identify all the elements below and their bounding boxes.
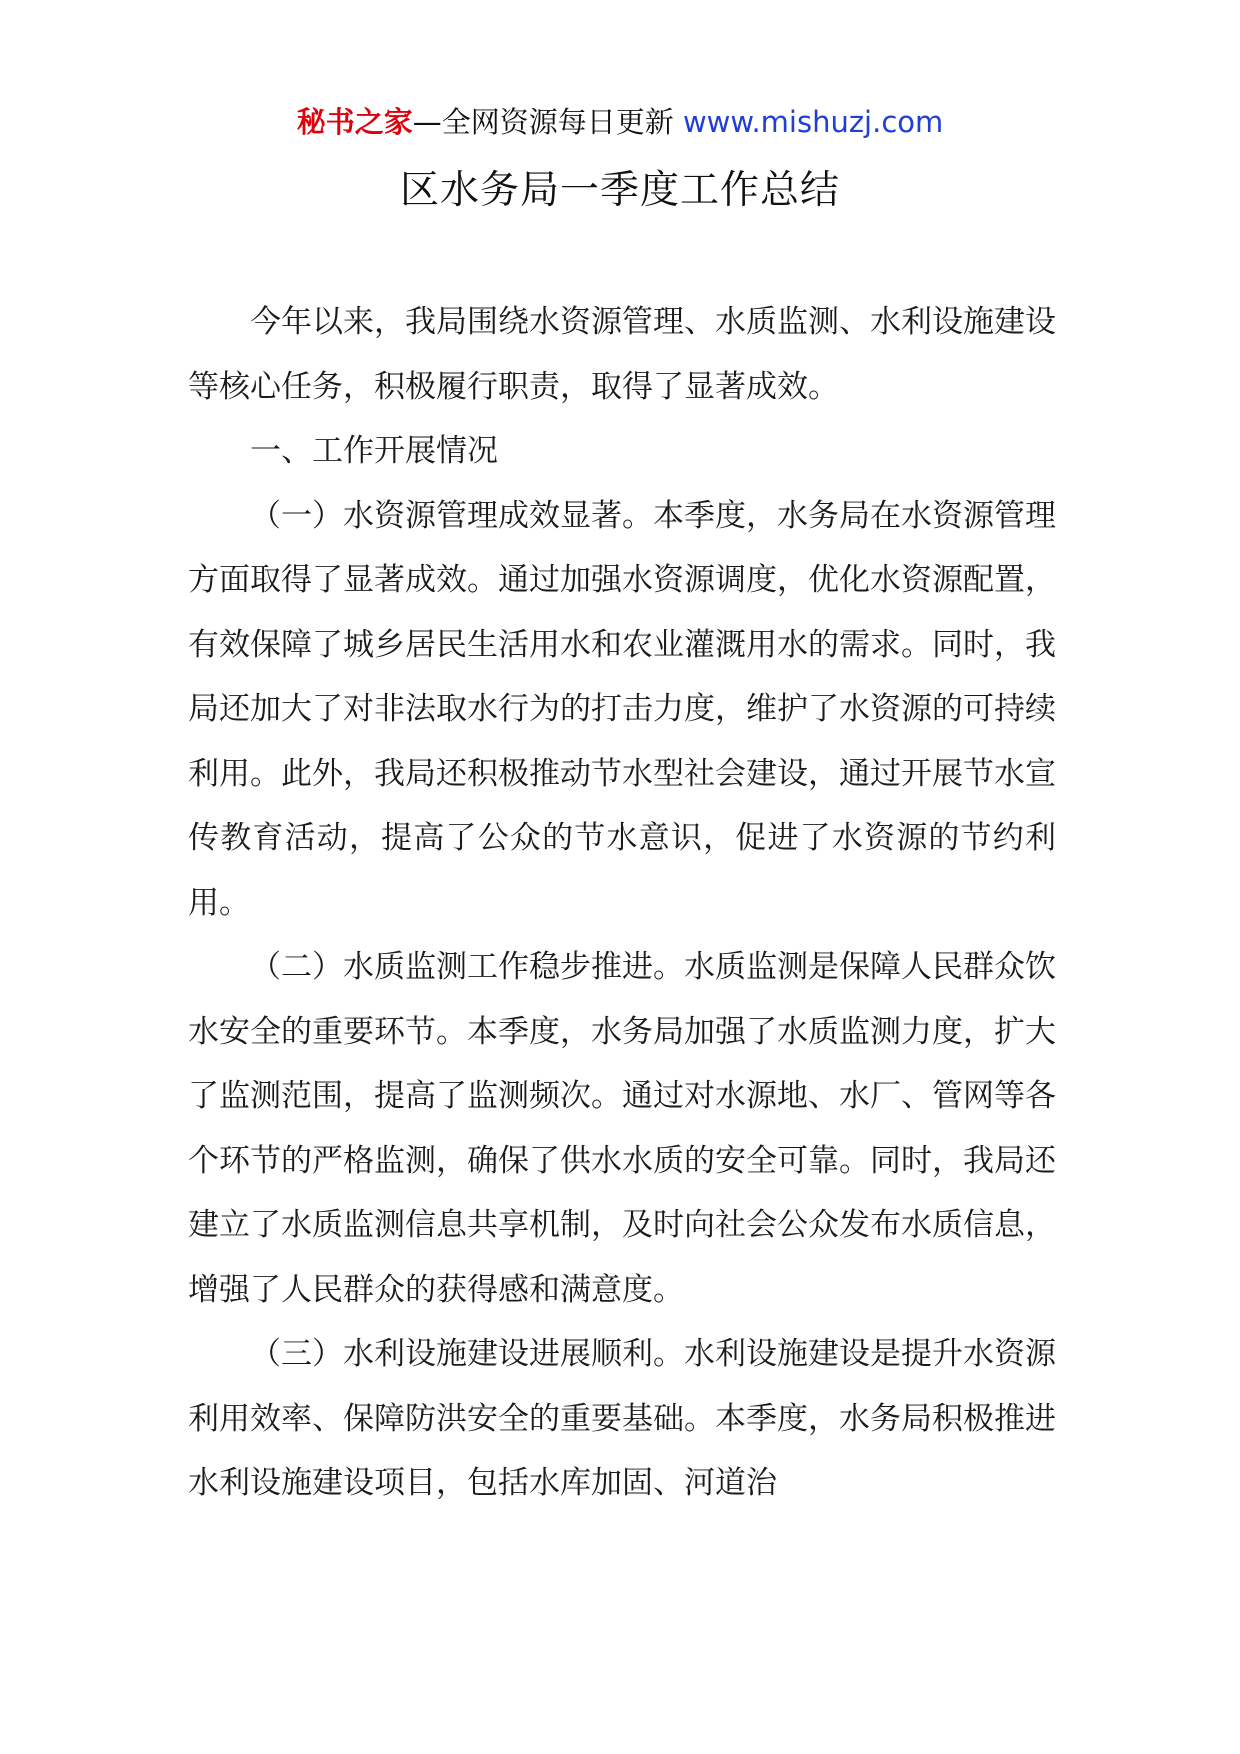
water-resource-paragraph: （一）水资源管理成效显著。本季度，水务局在水资源管理方面取得了显著成效。通过加强水资源调度，优化水资源配置，有效保障了城乡居民生活用水和农业灌溉用水的需求。同时，我局还加大了对非法取水行为的打击力度，维护了水资源的可持续利用。此外，我局还积极推动节水型社会建设，通过开展节水宣传教育活动，提高了公众的节水意识，促进了水资源的节约利用。: [188, 497, 1056, 921]
intro-paragraph: 今年以来，我局围绕水资源管理、水质监测、水利设施建设等核心任务，积极履行职责，取得了显著成效。: [188, 304, 1056, 405]
site-tagline: —全网资源每日更新: [412, 105, 683, 139]
site-brand: 秘书之家: [296, 105, 413, 139]
site-header: [0, 100, 1240, 144]
document-body: [188, 290, 1056, 1516]
water-quality-paragraph: （二）水质监测工作稳步推进。水质监测是保障人民群众饮水安全的重要环节。本季度，水务局加强了水质监测力度，扩大了监测范围，提高了监测频次。通过对水源地、水厂、管网等各个环节的严格监测，确保了供水水质的安全可靠。同时，我局还建立了水质监测信息共享机制，及时向社会公众发布水质信息，增强了人民群众的获得感和满意度。: [188, 949, 1056, 1308]
site-url-link[interactable]: www.mishuzj.com: [682, 105, 944, 139]
section-heading: 一、工作开展情况: [250, 433, 498, 469]
page-title: 区水务局一季度工作总结: [399, 168, 840, 213]
infrastructure-paragraph: （三）水利设施建设进展顺利。水利设施建设是提升水资源利用效率、保障防洪安全的重要基础。本季度，水务局积极推进水利设施建设项目，包括水库加固、河道治: [188, 1336, 1056, 1501]
